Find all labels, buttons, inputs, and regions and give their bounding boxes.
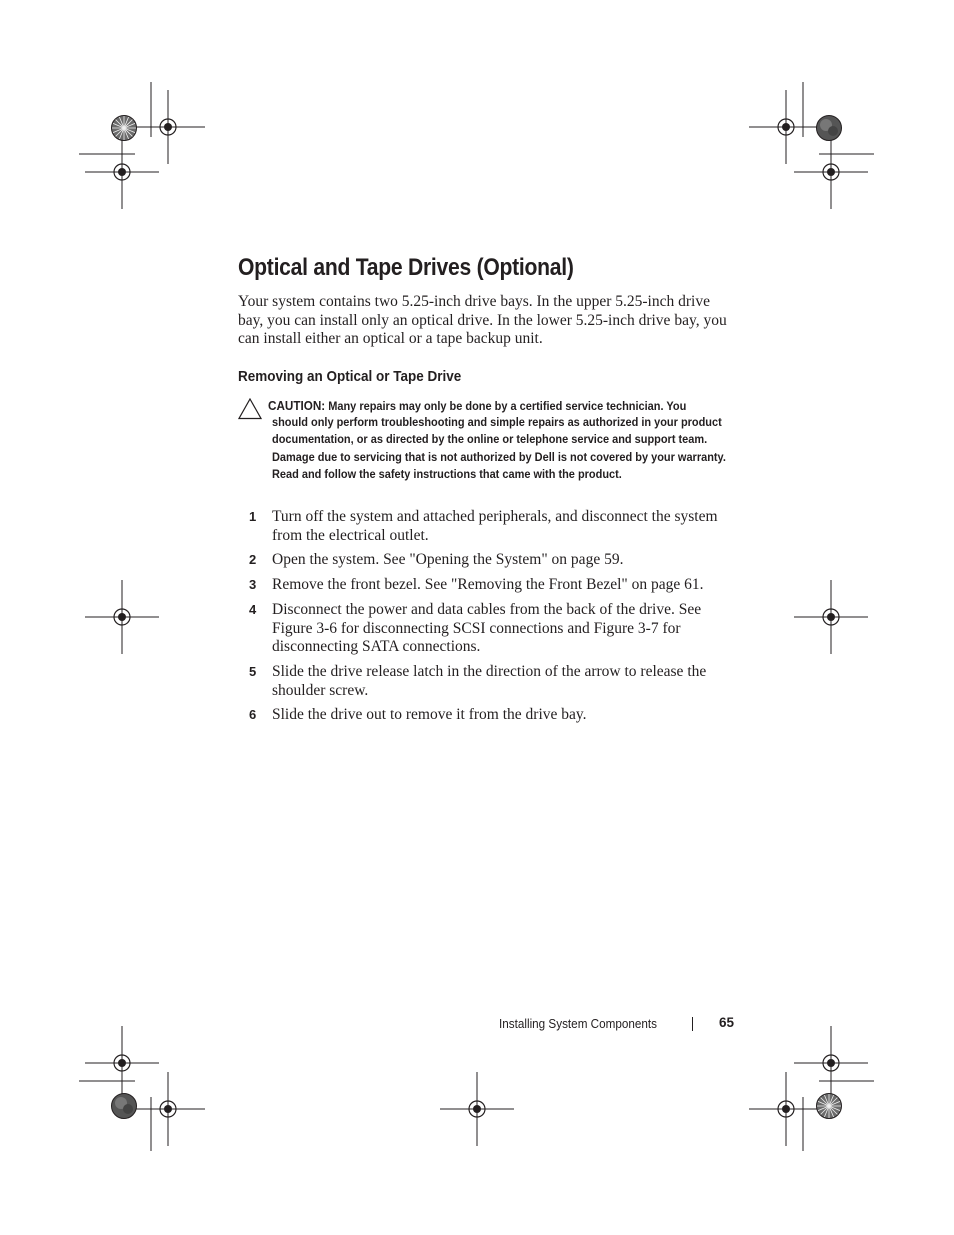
list-item	[238, 601, 738, 657]
step-number: 4	[249, 601, 257, 617]
step-text: Open the system. See "Opening the System" on page 59.	[272, 551, 624, 569]
procedure-steps	[238, 508, 738, 731]
step-text: Slide the drive out to remove it from the drive bay.	[272, 706, 587, 724]
list-item	[238, 706, 738, 725]
step-number: 6	[249, 707, 257, 723]
list-item	[238, 508, 738, 545]
step-number: 1	[249, 509, 257, 524]
caution-triangle-icon	[238, 398, 262, 425]
section-title: Optical and Tape Drives (Optional)	[238, 254, 574, 281]
caution-text: should only perform troubleshooting and simple repairs as authorized in your product documentation, or as directed by the online or telephone service and support team. Damage due to servicing that is not authorized by Dell is not covered by your warranty. Read and follow the safety instructions that came with the product.	[272, 415, 726, 481]
step-text: Slide the drive release latch in the direction of the arrow to release the shoulder screw.	[272, 662, 707, 699]
intro-paragraph: Your system contains two 5.25-inch drive bays. In the upper 5.25-inch drive bay, you can install only an optical drive. In the lower 5.25-inch drive bay, you can install either an optical or a tape backup unit.	[238, 293, 727, 348]
caution-first-line: Many repairs may only be done by a certified service technician. You	[328, 399, 687, 413]
list-item	[238, 576, 738, 595]
subsection-title: Removing an Optical or Tape Drive	[238, 368, 462, 385]
page-number: 65	[719, 1015, 735, 1030]
list-item	[238, 551, 738, 570]
step-text: Disconnect the power and data cables from the back of the drive. See Figure 3-6 for disconnecting SCSI connections and Figure 3-7 for disconnecting SATA connections.	[272, 600, 702, 656]
step-number: 5	[249, 663, 257, 679]
list-item	[238, 663, 738, 700]
step-text: Remove the front bezel. See "Removing the Front Bezel" on page 61.	[272, 576, 704, 594]
step-number: 2	[249, 552, 257, 568]
step-number: 3	[249, 577, 257, 593]
footer-divider	[692, 1017, 693, 1031]
step-text: Turn off the system and attached peripherals, and disconnect the system from the electrical outlet.	[272, 508, 718, 544]
footer-section-name: Installing System Components	[499, 1016, 658, 1031]
caution-label: CAUTION:	[268, 398, 326, 413]
